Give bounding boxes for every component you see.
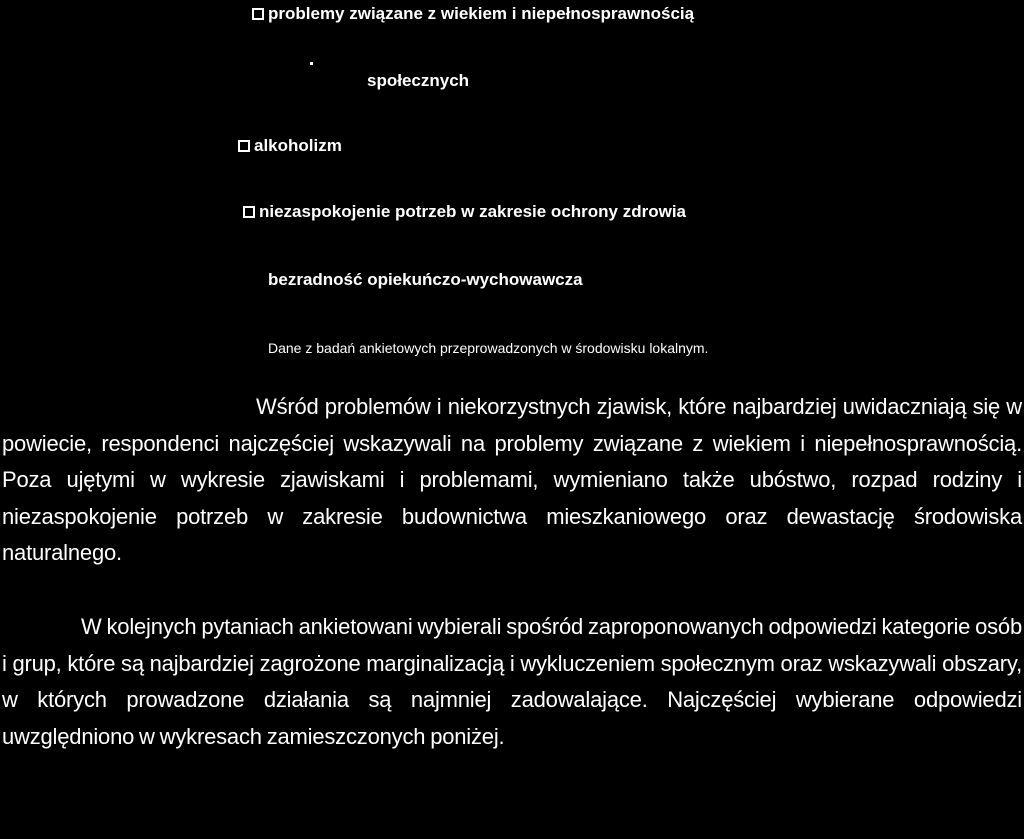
legend-item-age-disability (252, 4, 694, 24)
legend-item-social (367, 71, 469, 91)
legend-label: bezradność opiekuńczo-wychowawcza (268, 270, 583, 289)
legend-item-parenting (268, 270, 583, 290)
legend-label: problemy związane z wiekiem i niepełnosprawnością (268, 4, 695, 23)
legend-label: alkoholizm (254, 136, 342, 155)
paragraph-problems: Wśród problemów i niekorzystnych zjawisk, które najbardziej uwidaczniają się w powiecie, respondenci najczęściej wskazywali na problemy związane z wiekiem i niepełnosprawnością. Poza ujętymi w wykresie zjawiskami i problemami, wymieniano także ubóstwo, rozpad rodziny i niezaspokojenie potrzeb w zakresie budownictwa mieszkaniowego oraz dewastację środowiska naturalnego. (2, 394, 1022, 565)
legend-label: niezaspokojenie potrzeb w zakresie ochrony zdrowia (259, 202, 687, 221)
checkbox-icon (252, 8, 264, 20)
checkbox-icon (243, 206, 255, 218)
paragraph-survey: W kolejnych pytaniach ankietowani wybierali spośród zaproponowanych odpowiedzi kategorie osób i grup, które są najbardziej zagrożone marginalizacją i wykluczeniem społecznym oraz wskazywali obszary, w których prowadzone działania są najmniej zadowalające. Najczęściej wybierane odpowiedzi uwzględniono w wykresach zamieszczonych poniżej. (2, 614, 1022, 749)
checkbox-icon (238, 140, 250, 152)
bullet-dot (310, 62, 313, 65)
source-note: Dane z badań ankietowych przeprowadzonych w środowisku lokalnym. (268, 340, 709, 356)
legend-item-alcoholism (238, 136, 342, 156)
legend-label: społecznych (367, 71, 470, 90)
legend-item-health (243, 202, 686, 222)
